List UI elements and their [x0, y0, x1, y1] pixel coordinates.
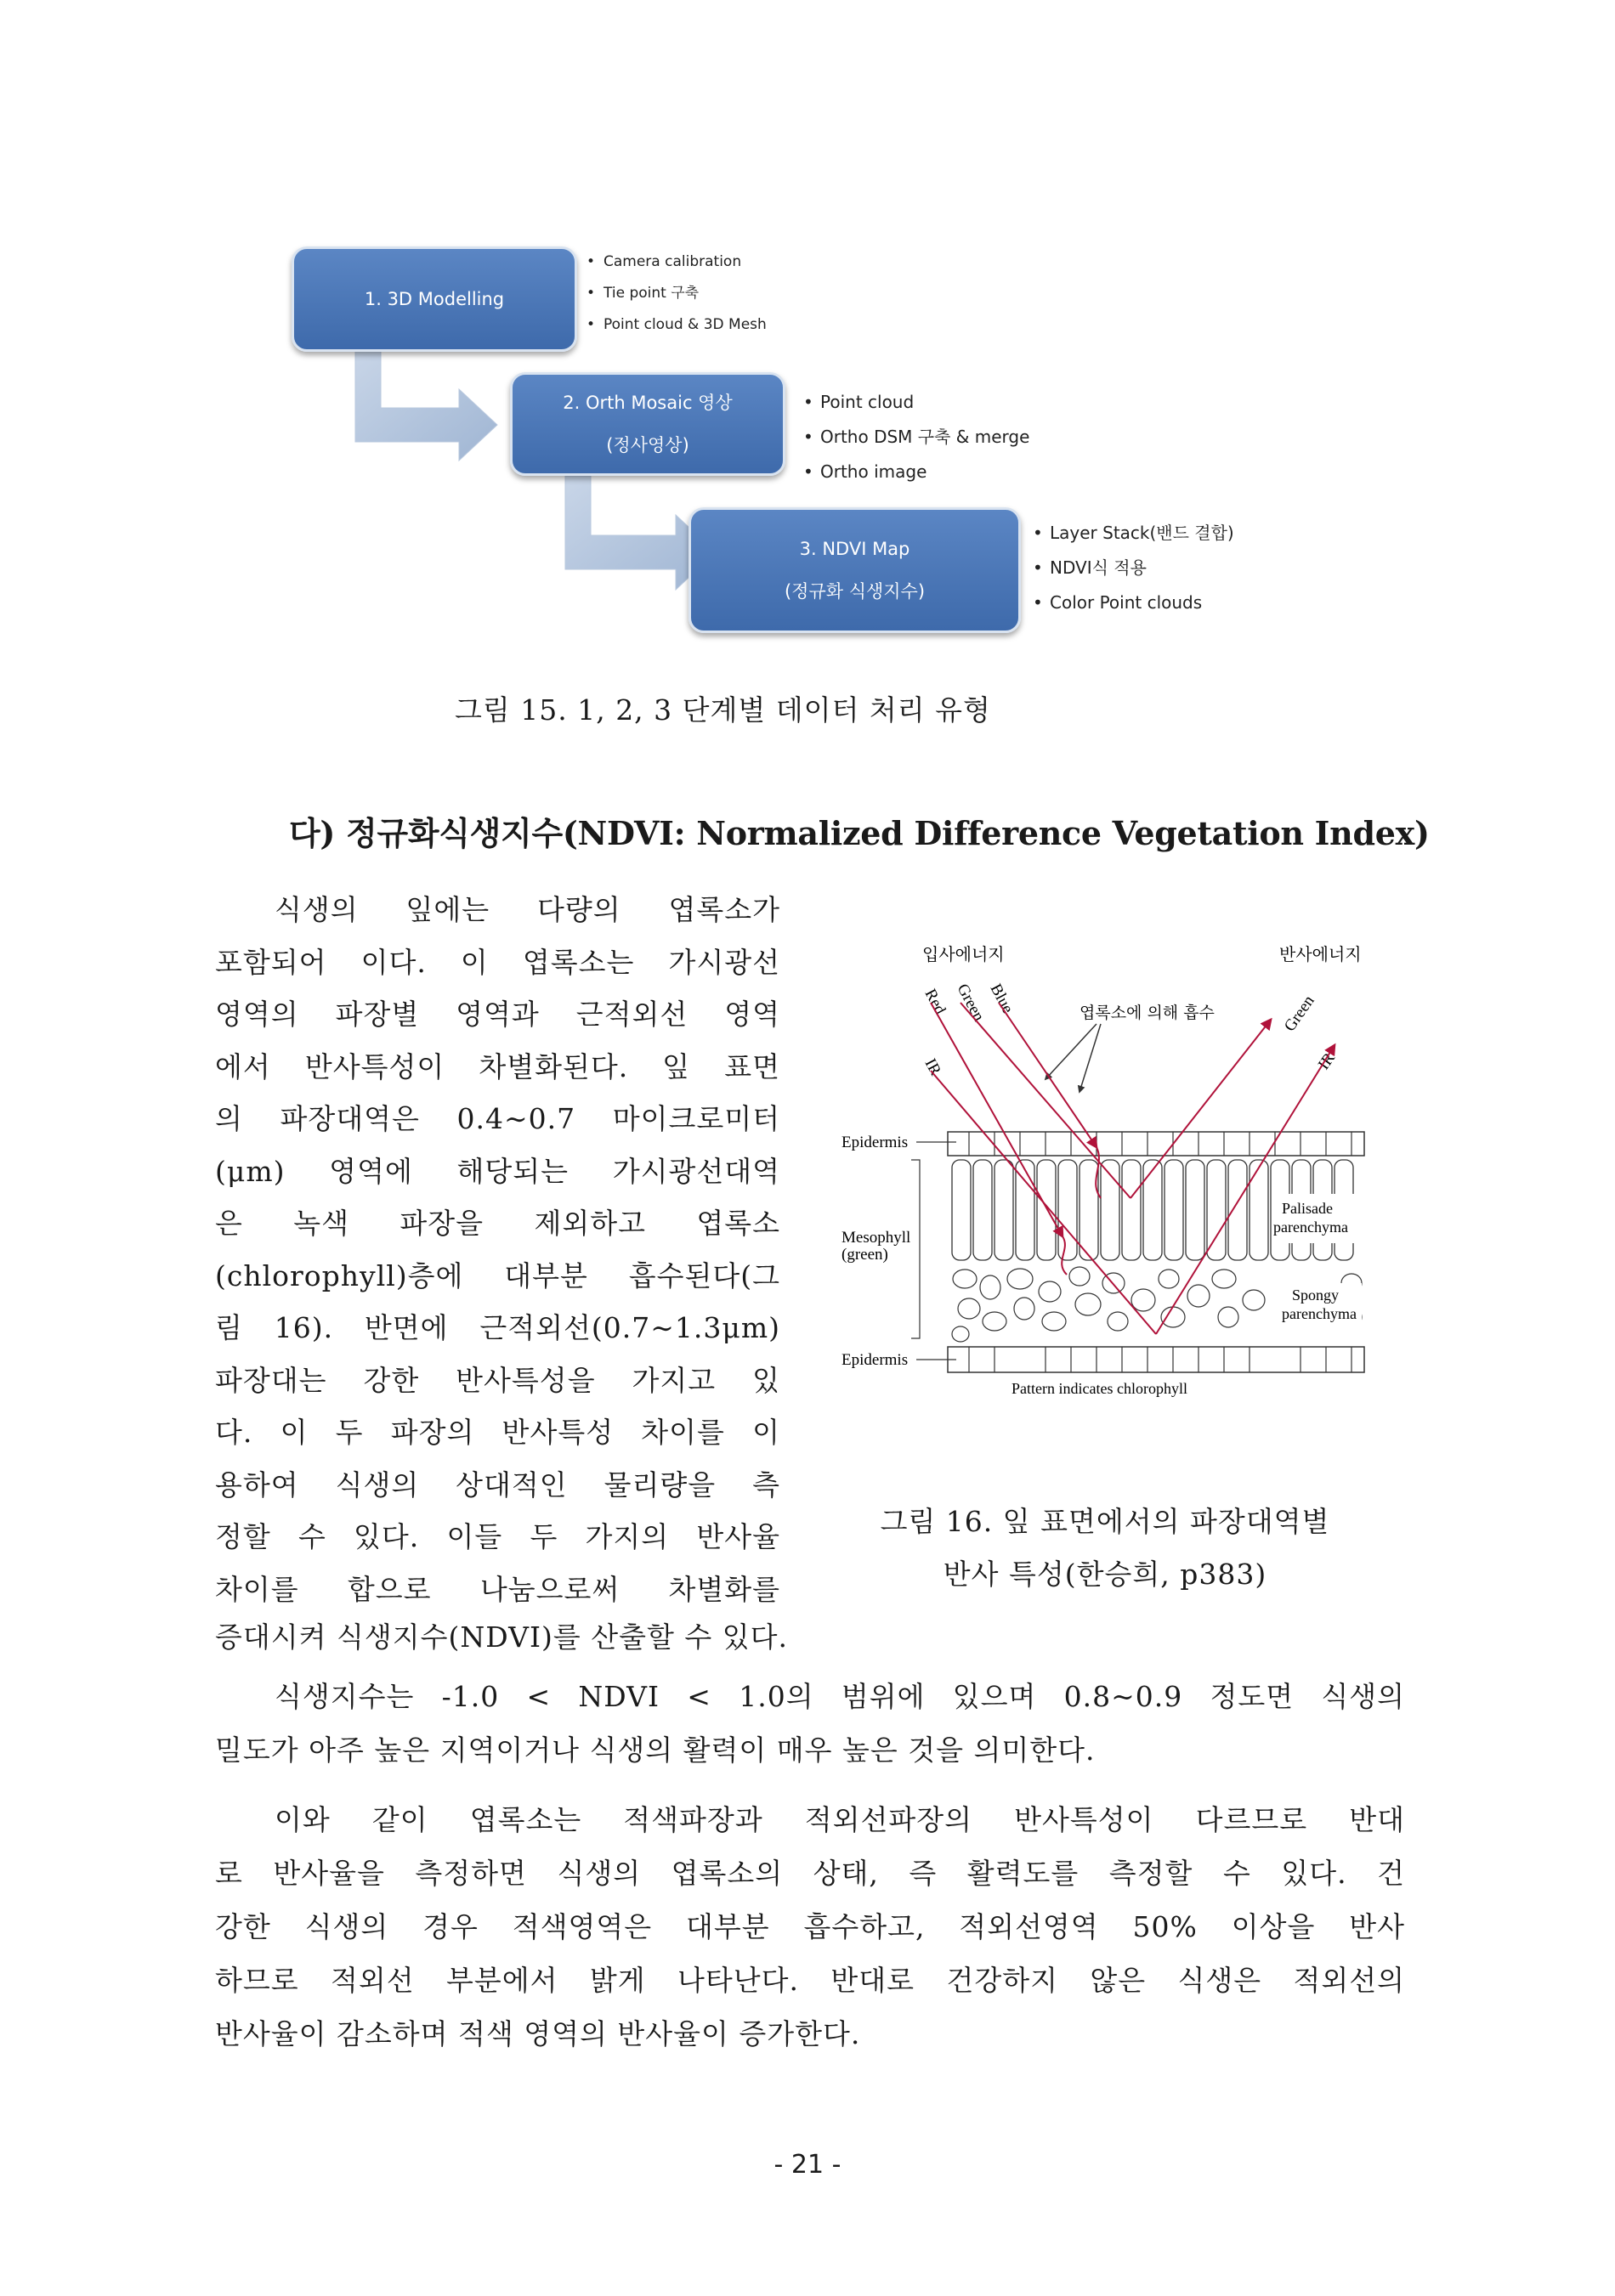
bullet-item: • Ortho DSM 구축 & merge: [803, 420, 1029, 455]
paragraph-line: 은 녹색 파장을 제외하고 엽록소: [215, 1207, 780, 1240]
out-ir-label: IR: [1314, 1049, 1339, 1073]
paragraph-line: 로 반사율을 측정하면 식생의 엽록소의 상태, 즉 활력도를 측정할 수 있다. 건: [215, 1857, 1405, 1890]
paragraph-line: (μm) 영역에 해당되는 가시광선대역: [215, 1154, 780, 1188]
paragraph-2: [215, 1670, 1405, 1777]
figure-16-caption-line: 그림 16. 잎 표면에서의 파장대역별: [880, 1505, 1330, 1538]
flow-arrow-1: [355, 347, 497, 461]
bullet-item: • Tie point 구축: [586, 278, 767, 309]
paragraph-line: 강한 식생의 경우 적색영역은 대부분 흡수하고, 적외선영역 50% 이상을 반사: [215, 1910, 1405, 1943]
paragraph-line: 파장대는 강한 반사특성을 가지고 있: [215, 1363, 780, 1397]
flow-step-1-title: 1. 3D Modelling: [364, 289, 505, 309]
paragraph-line: 림 16). 반면에 근적외선(0.7∼1.3μm): [215, 1311, 780, 1344]
figure-16-caption-line: 반사 특성(한승희, p383): [943, 1558, 1267, 1591]
flow-step-2-box: [510, 372, 785, 476]
epidermis-bottom-label: Epidermis: [842, 1351, 909, 1369]
paragraph-line: 식생의 잎에는 다량의 엽록소가: [275, 893, 780, 926]
paragraph-line: 식생지수는 -1.0 < NDVI < 1.0의 범위에 있으며 0.8~0.9 정도면 식생의: [275, 1680, 1405, 1713]
spongy-label: Spongy: [1292, 1287, 1340, 1304]
mesophyll-sub-label: (green): [842, 1246, 888, 1264]
chlorophyll-pattern-note: Pattern indicates chlorophyll: [1012, 1380, 1187, 1397]
bullet-item: • Layer Stack(밴드 결합): [1033, 516, 1234, 551]
palisade-label-2: parenchyma: [1273, 1219, 1348, 1236]
flow-step-1-bullets: [586, 246, 767, 341]
paragraph-3: [215, 1793, 1405, 2061]
epidermis-top-label: Epidermis: [842, 1134, 909, 1151]
figure-16-caption: [816, 1496, 1394, 1601]
ray-blue-label: Blue: [986, 981, 1017, 1017]
paragraph-line: 반사율이 감소하며 적색 영역의 반사율이 증가한다.: [215, 2017, 861, 2050]
paragraph-line: (chlorophyll)층에 대부분 흡수된다(그: [215, 1258, 780, 1292]
paragraph-1: [215, 884, 780, 1615]
leaf-cross-section-svg: [842, 943, 1386, 1470]
bullet-item: • Point cloud: [803, 385, 1029, 420]
flow-step-2-bullets: [803, 385, 1029, 489]
out-green-label: Green: [1280, 992, 1318, 1035]
flow-step-2-subtitle: (정사영상): [606, 435, 689, 455]
bullet-item: • Ortho image: [803, 455, 1029, 489]
paragraph-1-last-line: 증대시켜 식생지수(NDVI)를 산출할 수 있다.: [215, 1620, 788, 1654]
ray-green-label: Green: [953, 981, 988, 1025]
page-number: - 21 -: [774, 2150, 842, 2180]
paragraph-line: 이와 같이 엽록소는 적색파장과 적외선파장의 반사특성이 다르므로 반대: [275, 1803, 1405, 1836]
lower-epidermis: [948, 1347, 1364, 1372]
mesophyll-label: Mesophyll: [842, 1229, 911, 1247]
paragraph-line: 정할 수 있다. 이들 두 가지의 반사율: [215, 1520, 780, 1553]
spongy-label-2: parenchyma: [1282, 1305, 1357, 1322]
bullet-item: • Point cloud & 3D Mesh: [586, 309, 767, 341]
ray-ir-label: IR: [921, 1055, 945, 1079]
bullet-item: • Camera calibration: [586, 246, 767, 278]
flow-step-3-box: [688, 507, 1021, 633]
paragraph-line: 영역의 파장별 영역과 근적외선 영역: [215, 998, 780, 1031]
absorbed-by-chlorophyll-label: 엽록소에 의해 흡수: [1080, 1004, 1215, 1022]
paragraph-line: 에서 반사특성이 차별화된다. 잎 표면: [215, 1049, 780, 1083]
paragraph-line: 의 파장대역은 0.4∼0.7 마이크로미터: [215, 1102, 780, 1135]
ray-red-label: Red: [921, 986, 949, 1018]
paragraph-line: 용하여 식생의 상대적인 물리량을 측: [215, 1468, 780, 1501]
paragraph-line: 포함되어 이다. 이 엽록소는 가시광선: [215, 945, 780, 979]
flow-step-3-bullets: [1033, 516, 1234, 620]
leaf-reflectance-figure: [842, 943, 1386, 1470]
paragraph-line: 밀도가 아주 높은 지역이거나 식생의 활력이 매우 높은 것을 의미한다.: [215, 1733, 1096, 1767]
bullet-item: • Color Point clouds: [1033, 585, 1234, 620]
flow-step-3-title: 3. NDVI Map: [799, 539, 910, 559]
flow-step-2-title: 2. Orth Mosaic 영상: [563, 393, 733, 413]
figure-15-caption: 그림 15. 1, 2, 3 단계별 데이터 처리 유형: [455, 693, 991, 727]
section-heading: 다) 정규화식생지수(NDVI: Normalized Difference Vegetation Index): [289, 814, 1430, 852]
bullet-item: • NDVI식 적용: [1033, 551, 1234, 585]
paragraph-line: 다. 이 두 파장의 반사특성 차이를 이: [215, 1416, 780, 1449]
palisade-label: Palisade: [1282, 1200, 1333, 1217]
reflected-energy-label: 반사에너지: [1279, 944, 1362, 964]
flow-step-3-subtitle: (정규화 식생지수): [784, 581, 926, 602]
incident-energy-label: 입사에너지: [922, 944, 1005, 964]
paragraph-line: 하므로 적외선 부분에서 밝게 나타난다. 반대로 건강하지 않은 식생은 적외선의: [215, 1964, 1405, 1997]
paragraph-line: 차이를 합으로 나눔으로써 차별화를: [215, 1572, 780, 1606]
flow-step-1-box: [292, 246, 577, 352]
light-rays: [931, 1003, 1334, 1334]
